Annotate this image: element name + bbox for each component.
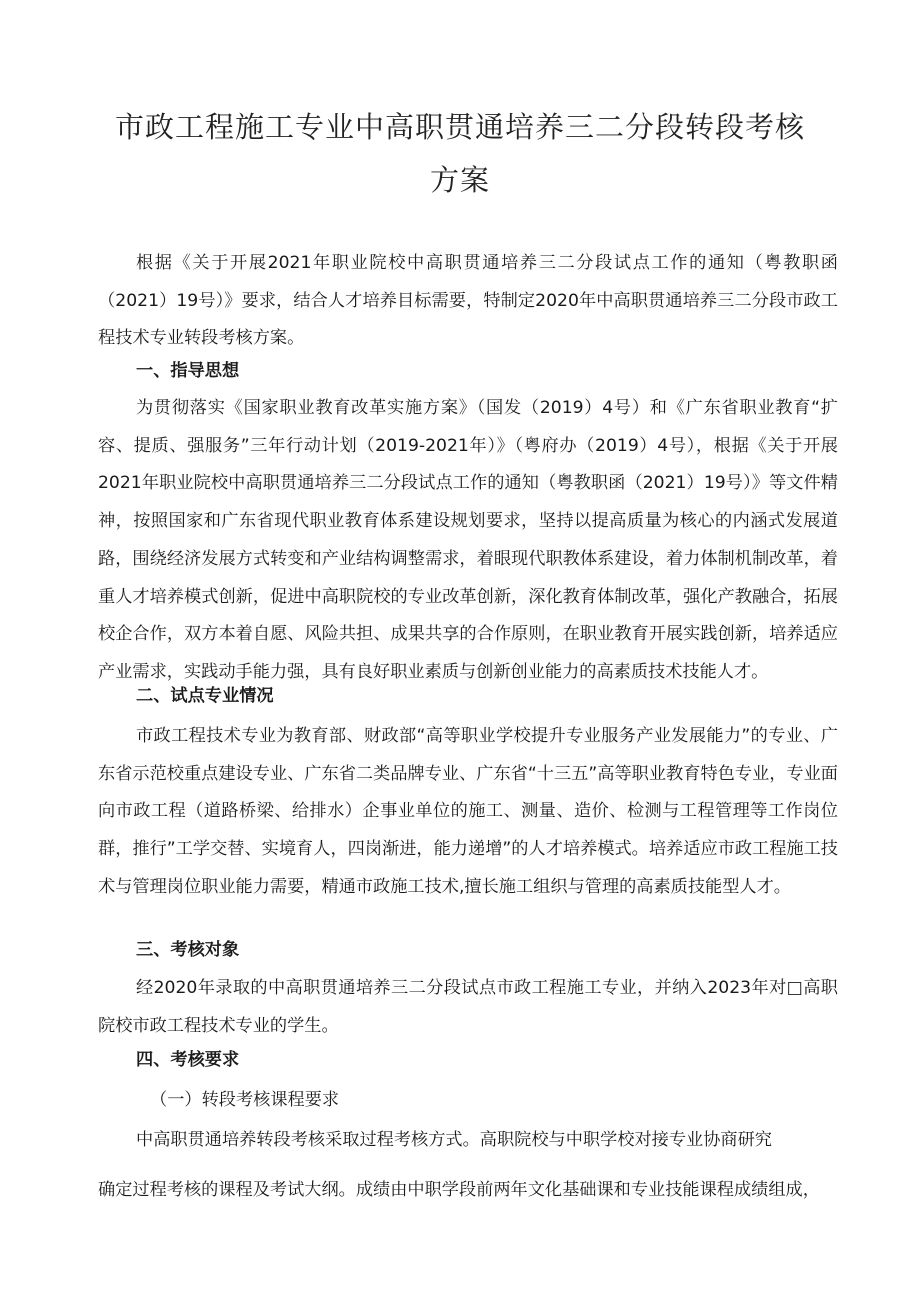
section-body-4-line1: 中高职贯通培养转段考核采取过程考核方式。高职院校与中职学校对接专业协商研究 xyxy=(136,1130,772,1150)
document-title-line2: 方案 xyxy=(429,163,490,197)
section-body-4-line2: 确定过程考核的课程及考试大纲。成绩由中职学段前两年文化基础课和专业技能课程成绩组成， xyxy=(98,1180,820,1200)
section-heading-3: 三、考核对象 xyxy=(136,940,240,960)
section-heading-2: 二、试点专业情况 xyxy=(136,686,274,706)
section-body-1: 为贯彻落实《国家职业教育改革实施方案》（国发（2019）4号）和《广东省职业教育“扩容、提质、强服务”三年行动计划（2019-2021年）》（粤府办（2019）4号），根据《关于开展2021年职业院校中高职贯通培养三二分段试点工作的通知（粤教职函（2021）19号）》等文件精神，按照国家和广东省现代职业教育体系建设规划要求，坚持以提高质量为核心的内涵式发展道路，围绕经济发展方式转变和产业结构调整需求，着眼现代职教体系建设，着力体制机制改革，着重人才培养模式创新，促进中高职院校的专业改革创新，深化教育体制改革，强化产教融合，拓展校企合作，双方本着自愿、风险共担、成果共享的合作原则，在职业教育开展实践创新，培养适应产业需求，实践动手能力强，具有良好职业素质与创新创业能力的高素质技术技能人才。 xyxy=(98,398,838,682)
subsection-heading-4-1: （一）转段考核课程要求 xyxy=(150,1090,340,1110)
section-body-2: 市政工程技术专业为教育部、财政部“高等职业学校提升专业服务产业发展能力”的专业、广东省示范校重点建设专业、广东省二类品牌专业、广东省“十三五”高等职业教育特色专业，专业面向市政工程（道路桥梁、给排水）企事业单位的施工、测量、造价、检测与工程管理等工作岗位群，推行”工学交替、实境育人，四岗渐进，能力递增”的人才培养模式。培养适应市政工程施工技术与管理岗位职业能力需要，精通市政施工技术,擅长施工组织与管理的高素质技能型人才。 xyxy=(98,726,838,897)
section-heading-4: 四、考核要求 xyxy=(136,1050,240,1070)
section-heading-1: 一、指导思想 xyxy=(136,361,240,381)
document-title-line1: 市政工程施工专业中高职贯通培养三二分段转段考核 xyxy=(114,110,805,144)
intro-paragraph: 根据《关于开展2021年职业院校中高职贯通培养三二分段试点工作的通知（粤教职函（2021）19号）》要求，结合人才培养目标需要，特制定2020年中高职贯通培养三二分段市政工程技术专业转段考核方案。 xyxy=(98,253,838,349)
section-body-3: 经2020年录取的中高职贯通培养三二分段试点市政工程施工专业，并纳入2023年对□高职院校市政工程技术专业的学生。 xyxy=(98,978,838,1036)
